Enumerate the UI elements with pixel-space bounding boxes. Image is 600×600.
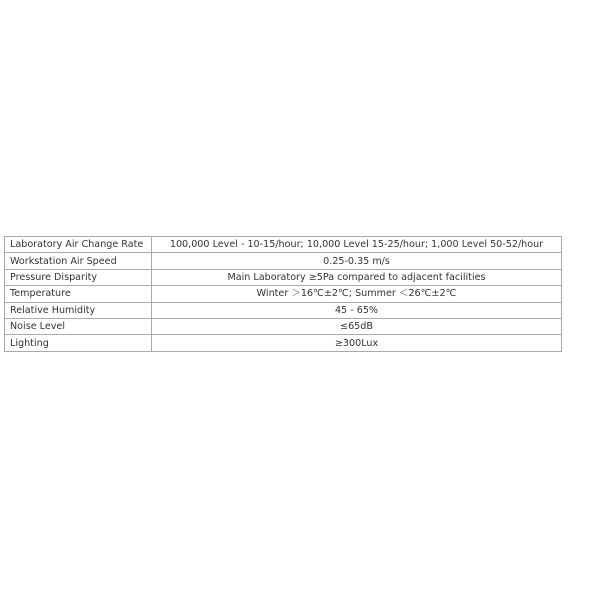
spec-label: Workstation Air Speed — [5, 253, 152, 269]
table-row — [5, 286, 562, 302]
spec-value: Main Laboratory ≥5Pa compared to adjacent facilities — [152, 269, 562, 285]
spec-label: Noise Level — [5, 318, 152, 334]
specifications-table — [4, 236, 562, 352]
table-row — [5, 302, 562, 318]
spec-label: Pressure Disparity — [5, 269, 152, 285]
spec-value: ≥300Lux — [152, 335, 562, 351]
spec-value: 100,000 Level - 10-15/hour; 10,000 Level 15-25/hour; 1,000 Level 50-52/hour — [152, 237, 562, 253]
spec-label: Relative Humidity — [5, 302, 152, 318]
spec-label: Lighting — [5, 335, 152, 351]
spec-value: 0.25-0.35 m/s — [152, 253, 562, 269]
spec-label: Temperature — [5, 286, 152, 302]
spec-value: Winter ＞16℃±2℃; Summer ＜26℃±2℃ — [152, 286, 562, 302]
table-row — [5, 269, 562, 285]
table-row — [5, 335, 562, 351]
table-row — [5, 253, 562, 269]
spec-value: ≤65dB — [152, 318, 562, 334]
table-row — [5, 237, 562, 253]
table-row — [5, 318, 562, 334]
spec-value: 45 - 65% — [152, 302, 562, 318]
spec-label: Laboratory Air Change Rate — [5, 237, 152, 253]
